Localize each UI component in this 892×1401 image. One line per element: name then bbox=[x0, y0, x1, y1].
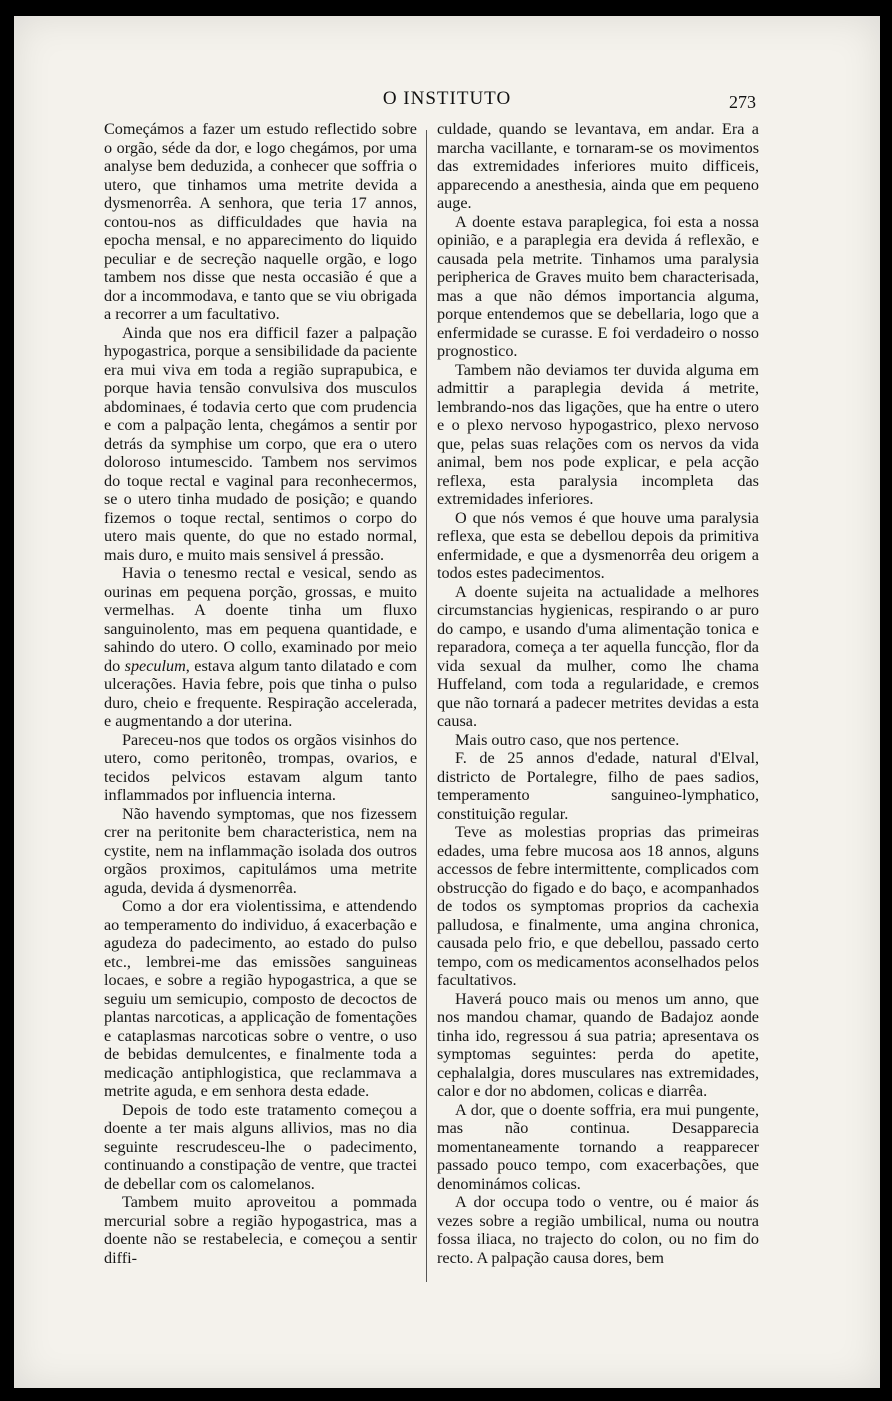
paragraph: Ainda que nos era difficil fazer a palpação hypogastrica, porque a sensibilidade da paciente era mui viva em toda a região suprapubica, e porque havia tensão convulsiva dos musculos abdominaes, é todavia certo que com prudencia e com a palpação lenta, chegámos a sentir por detrás da symphise um corpo, que era o utero doloroso intumescido. Tambem nos servimos do toque rectal e vaginal para reconhecermos, se o utero tinha mudado de posição; e quando fizemos o toque rectal, sentimos o corpo do utero mais quente, do que no estado normal, mais duro, e muito mais sensivel á pressão. bbox=[104, 323, 417, 564]
paragraph: Não havendo symptomas, que nos fizessem crer na peritonite bem characteristica, nem na cystite, nem na inflammação isolada dos outros orgãos proximos, capitulámos uma metrite aguda, devida á dysmenorrêa. bbox=[104, 804, 417, 897]
paragraph: A dor occupa todo o ventre, ou é maior ás vezes sobre a região umbilical, numa ou noutra fossa iliaca, no trajecto do colon, ou no fim do recto. A palpação causa dores, bem bbox=[437, 1193, 759, 1267]
paragraph: Começámos a fazer um estudo reflectido sobre o orgão, séde da dor, e logo chegámos, por uma analyse bem deduzida, a conhecer que soffria o utero, que tinhamos uma metrite devida a dysmenorrêa. A senhora, que teria 17 annos, contou-nos as difficuldades que havia na epocha mensal, e no apparecimento do liquido peculiar e de secreção naquelle orgão, e logo tambem nos disse que nesta occasião é que a dor a incommodava, e tanto que se viu obrigada a recorrer a um facultativo. bbox=[104, 120, 417, 323]
paragraph: O que nós vemos é que houve uma paralysia reflexa, que esta se debellou depois da primitiva enfermidade, e que a dysmenorrêa deu origem a todos estes padecimentos. bbox=[437, 508, 759, 582]
left-column bbox=[104, 120, 417, 1267]
paragraph: A doente estava paraplegica, foi esta a nossa opinião, e a paraplegia era devida á reflexão, e causada pela metrite. Tinhamos uma paralysia peripherica de Graves muito bem characterisada, mas a que não démos importancia alguma, porque entendemos que se debellaria, logo que a enfermidade se curasse. E foi verdadeiro o nosso prognostico. bbox=[437, 212, 759, 360]
document-page bbox=[14, 16, 880, 1388]
running-header-title: O INSTITUTO bbox=[382, 88, 512, 109]
paragraph: Haverá pouco mais ou menos um anno, que nos mandou chamar, quando de Badajoz aonde tinha ido, regressou á sua patria; apresentava os symptomas seguintes: perda do apetite, cephalalgia, dores musculares nas extremidades, calor e dor no abdomen, colicas e diarrêa. bbox=[437, 989, 759, 1100]
paragraph: Como a dor era violentissima, e attendendo ao temperamento do individuo, á exacerbação e agudeza do padecimento, ao estado do pulso etc., lembrei-me das emissões sanguineas locaes, e sobre a região hypogastrica, a que se seguiu um semicupio, composto de decoctos de plantas narcoticas, a applicação de fomentações e cataplasmas narcoticas sobre o ventre, o uso de bebidas demulcentes, e finalmente toda a medicação antiphlogistica, que reclammava a metrite aguda, e em senhora desta edade. bbox=[104, 897, 417, 1100]
paragraph-text: , estava algum tanto dilatado e com ulcerações. Havia febre, pois que tinha o pulso duro, cheio e frequente. Respiração accelerada, e augmentando a dor uterina. bbox=[104, 656, 417, 730]
paragraph: Teve as molestias proprias das primeiras edades, uma febre mucosa aos 18 annos, alguns accessos de febre intermittente, complicados com obstrucção do figado e do baço, e acompanhados de todos os symptomas proprios da cachexia palludosa, e finalmente, uma angina chronica, causada pelo frio, e que debellou, passado certo tempo, com os medicamentos aconselhados pelos facultativos. bbox=[437, 823, 759, 989]
paragraph: Mais outro caso, que nos pertence. bbox=[455, 730, 680, 749]
italic-term: speculum bbox=[124, 656, 186, 675]
paragraph-text: Havia o tenesmo rectal e vesical, sendo as ourinas em pequena porção, grossas, e muito vermelhas. A doente tinha um fluxo sanguinolento, mas em pequena quantidade, e sahindo do utero. O collo, examinado por meio do bbox=[104, 564, 417, 675]
paragraph: A dor, que o doente soffria, era mui pungente, mas não continua. Desapparecia momentaneamente tornando a reapparecer passado pouco tempo, com exacerbações, que denominámos colicas. bbox=[437, 1100, 759, 1193]
paragraph: Pareceu-nos que todos os orgãos visinhos do utero, como peritonêo, trompas, ovarios, e tecidos pelvicos estavam algum tanto inflammados por influencia interna. bbox=[104, 730, 417, 804]
paragraph: Tambem muito aproveitou a pommada mercurial sobre a região hypogastrica, mas a doente não se restabelecia, e começou a sentir diffi- bbox=[104, 1193, 417, 1267]
paragraph: Depois de todo este tratamento começou a doente a ter mais alguns allivios, mas no dia seguinte rescrudesceu-lhe o padecimento, continuando a constipação de ventre, que tractei de debellar com os calomelanos. bbox=[104, 1100, 417, 1193]
paragraph: F. de 25 annos d'edade, natural d'Elval, districto de Portalegre, filho de paes sadios, temperamento sanguineo-lymphatico, constituição regular. bbox=[437, 749, 759, 823]
paragraph: Tambem não deviamos ter duvida alguma em admittir a paraplegia devida á metrite, lembrando-nos das ligações, que ha entre o utero e o plexo nervoso hypogastrico, plexo nervoso que, pelas suas relações com os nervos da vida animal, bem nos pode explicar, e pela acção reflexa, esta paralysia incompleta das extremidades inferiores. bbox=[437, 360, 759, 508]
page-number: 273 bbox=[729, 92, 756, 112]
column-divider bbox=[426, 130, 427, 1282]
paragraph: culdade, quando se levantava, em andar. Era a marcha vacillante, e tornaram-se os movimentos das extremidades inferiores muito difficeis, apparecendo a anesthesia, ainda que em pequeno auge. bbox=[437, 120, 759, 212]
paragraph: A doente sujeita na actualidade a melhores circumstancias hygienicas, respirando o ar puro do campo, e usando d'uma alimentação tonica e reparadora, começa a ter aquella funcção, flor da vida sexual da mulher, como lhe chama Huffeland, com toda a regularidade, e cremos que não tornará a padecer metrites devidas a esta causa. bbox=[437, 582, 759, 730]
right-column bbox=[437, 120, 759, 1267]
paragraph bbox=[104, 564, 417, 731]
